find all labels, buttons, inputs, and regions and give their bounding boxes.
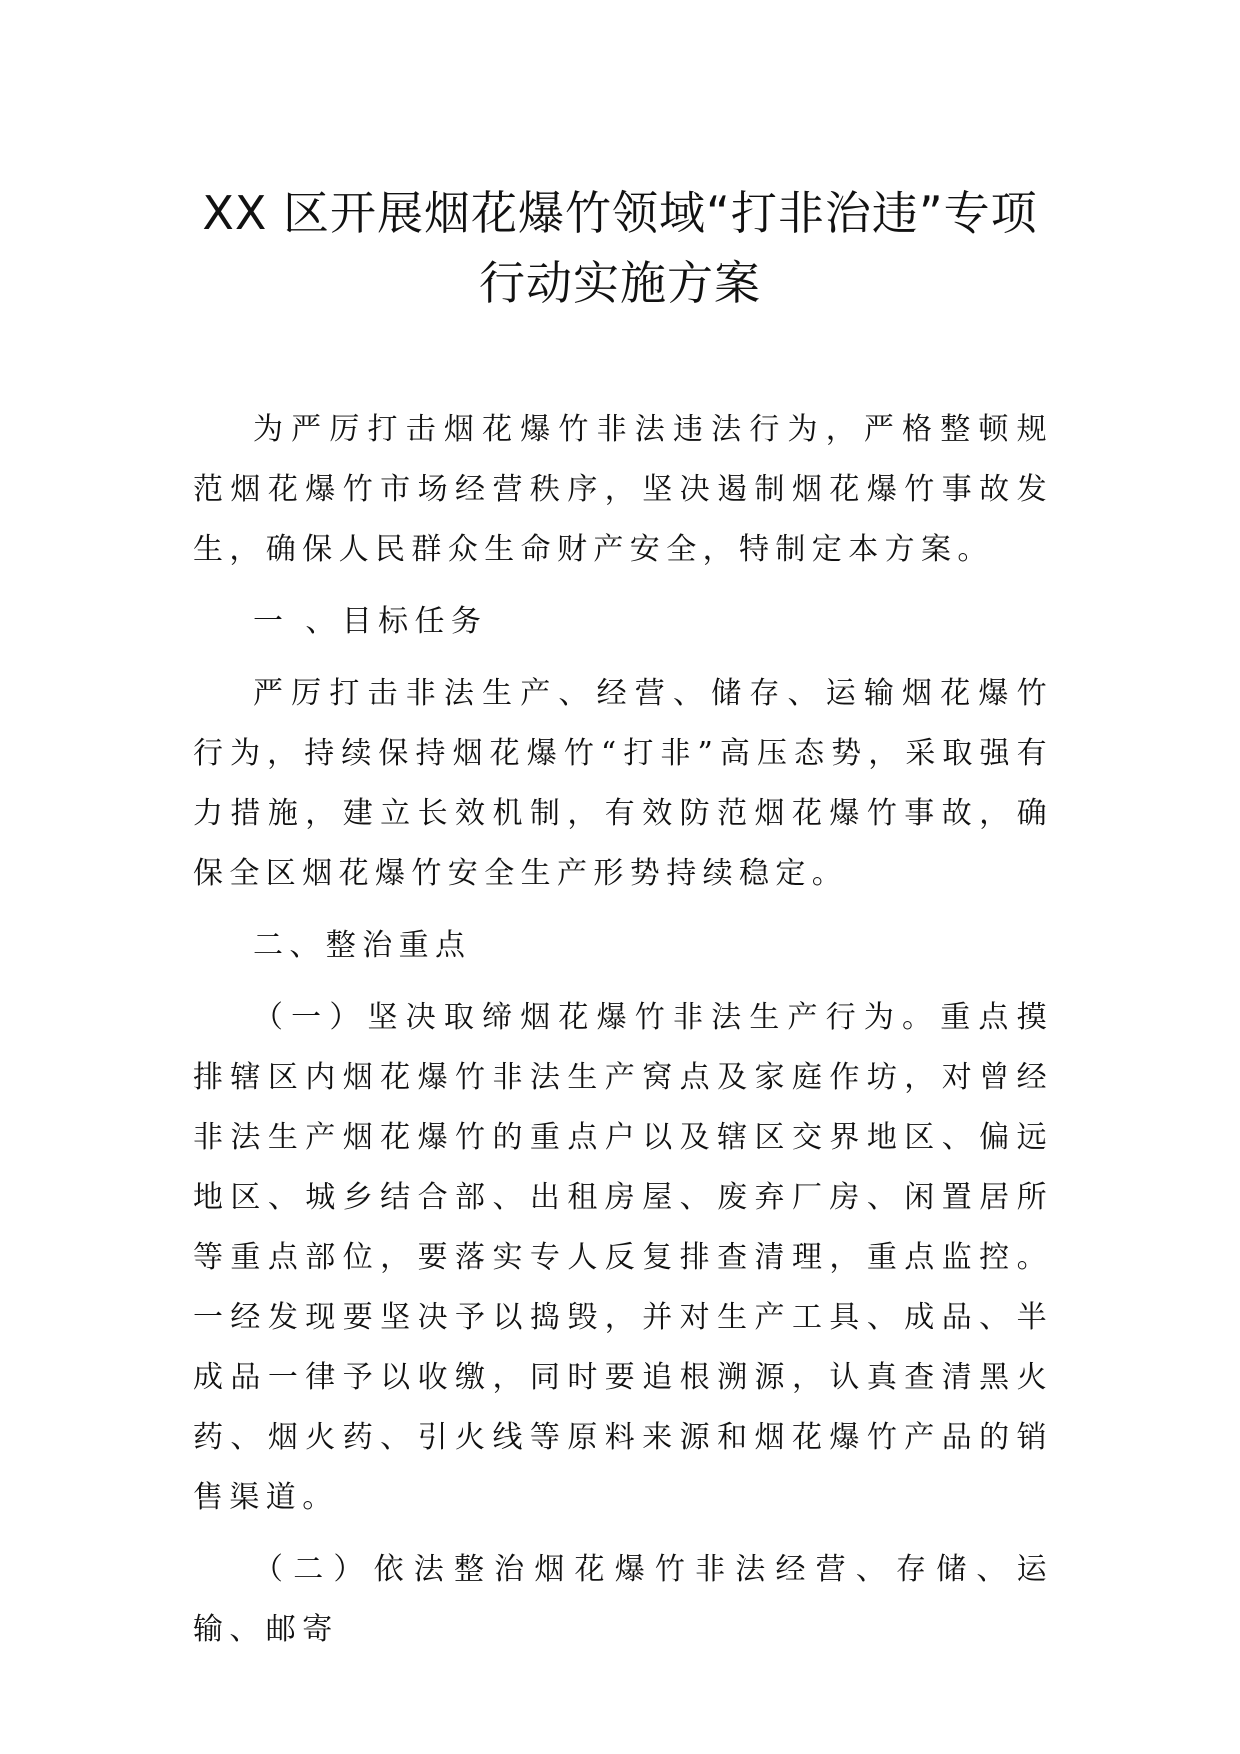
intro-paragraph: 为严厉打击烟花爆竹非法违法行为，严格整顿规范烟花爆竹市场经营秩序，坚决遏制烟花爆竹事故发生，确保人民群众生命财产安全，特制定本方案。 [193, 412, 1053, 567]
title-line-1: XX 区开展烟花爆竹领域“打非治违”专项 [202, 186, 1038, 240]
section-heading-1: 一 、目标任务 [253, 604, 488, 639]
title-line-2: 行动实施方案 [479, 256, 761, 310]
subsection-2-paragraph: （二）依法整治烟花爆竹非法经营、存储、运输、邮寄 [193, 1552, 1053, 1647]
section-heading-2: 二、整治重点 [253, 928, 472, 963]
subsection-1-paragraph: （一）坚决取缔烟花爆竹非法生产行为。重点摸排辖区内烟花爆竹非法生产窝点及家庭作坊，对曾经非法生产烟花爆竹的重点户以及辖区交界地区、偏远地区、城乡结合部、出租房屋、废弃厂房、闲置居所等重点部位，要落实专人反复排查清理，重点监控。 一经发现要坚决予以捣毁，并对生产工具、成品、半成品一律予以收缴，同时要追根溯源，认真查清黑火药、烟火药、引火线等原料来源和烟花爆竹产品的销售渠道。 [193, 1000, 1053, 1515]
document-title [150, 178, 1090, 318]
document-body [193, 400, 1053, 1672]
section-1-paragraph: 严厉打击非法生产、经营、储存、运输烟花爆竹行为，持续保持烟花爆竹“打非”高压态势，采取强有力措施，建立长效机制，有效防范烟花爆竹事故，确保全区烟花爆竹安全生产形势持续稳定。 [193, 676, 1053, 891]
